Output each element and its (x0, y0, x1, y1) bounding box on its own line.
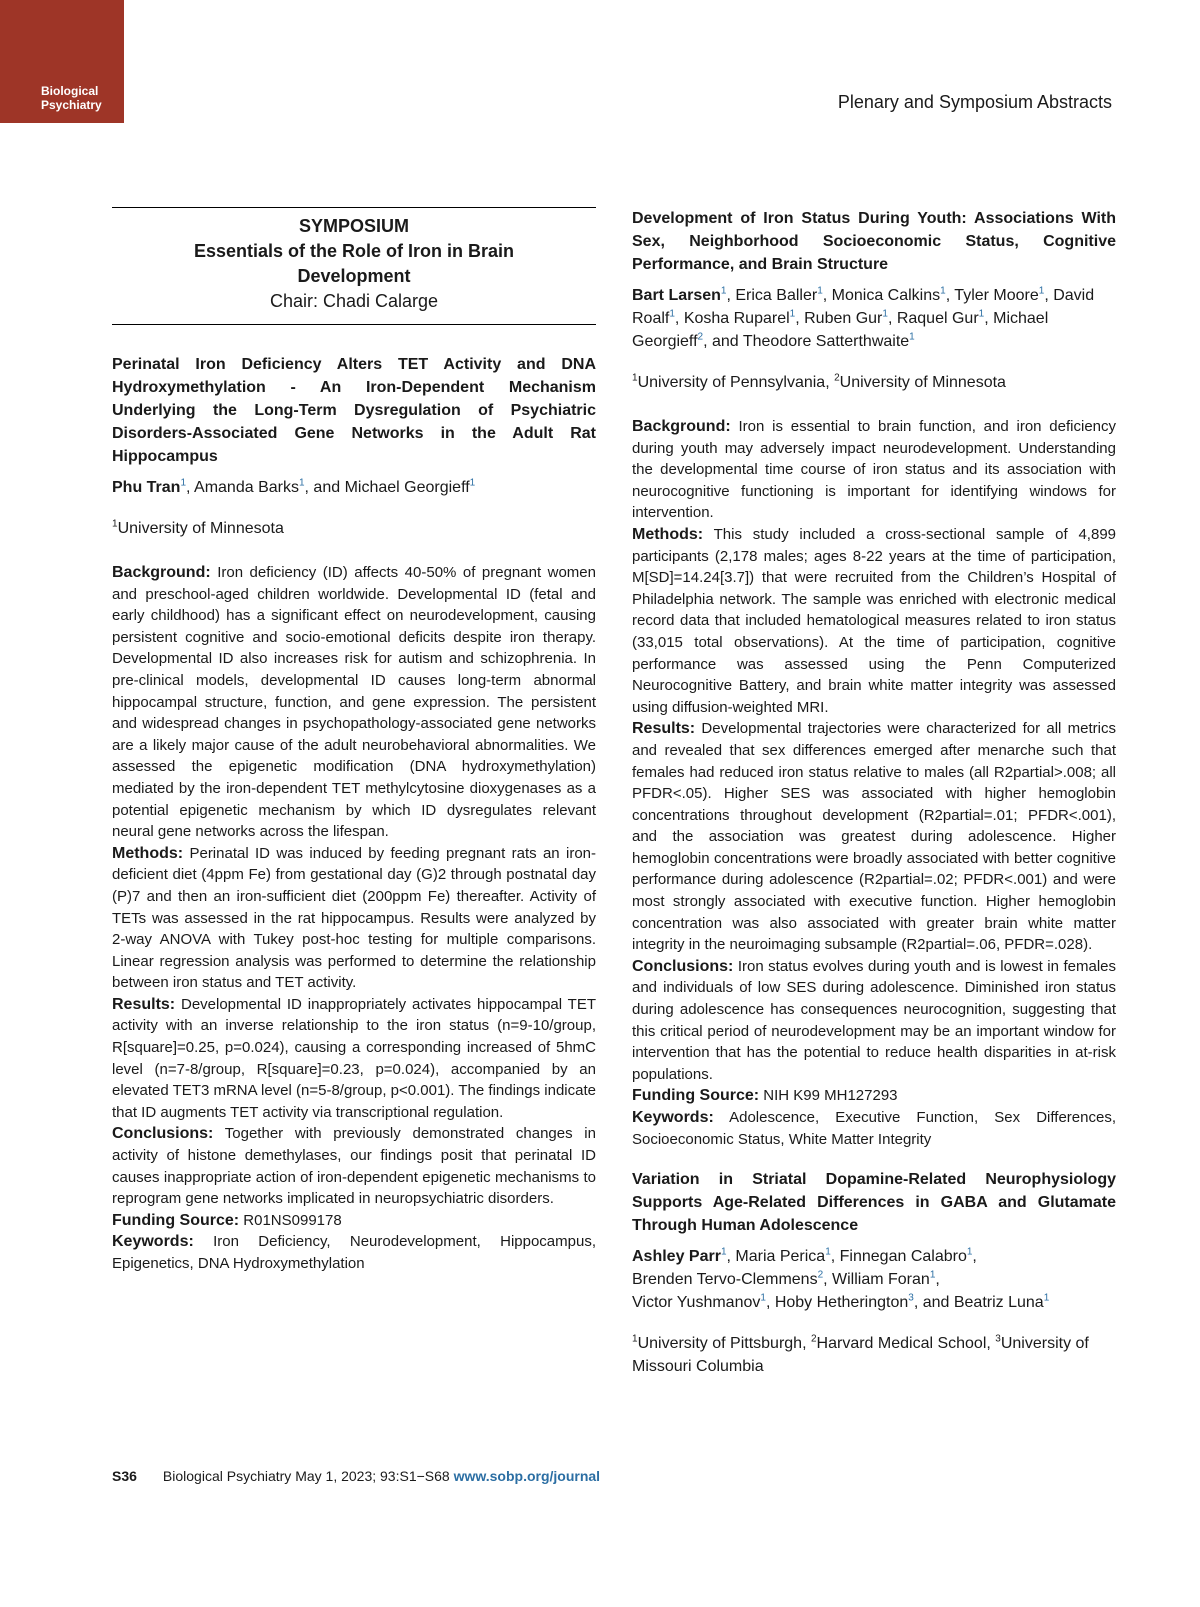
author-sep: , (726, 1248, 736, 1266)
author-name: Bart Larsen (632, 287, 721, 304)
abstract3-authors (632, 1245, 1116, 1314)
author-name: William Foran (832, 1271, 930, 1289)
author-sup[interactable]: 1 (720, 1246, 727, 1258)
abstract1-background (112, 562, 596, 843)
affil-text: University of Pennsylvania, (637, 374, 835, 391)
conclusions-heading: Conclusions: (112, 1125, 214, 1143)
author-sup[interactable]: 1 (760, 1292, 766, 1304)
results-heading: Results: (112, 995, 176, 1013)
funding-heading: Funding Source: (112, 1211, 240, 1229)
page-number: S36 (112, 1468, 137, 1484)
author-sep: , and (304, 479, 345, 496)
author-sup[interactable]: 1 (469, 477, 476, 489)
symposium-header (112, 207, 596, 325)
abstract1-funding (112, 1210, 596, 1232)
author-sep: , (822, 287, 832, 304)
author-sup[interactable]: 1 (720, 285, 727, 297)
background-text: Iron deficiency (ID) affects 40-50% of pregnant women and preschool-aged children worldwide. Developmental ID (fetal and early childhood) has a significant effect on neurodevelopment, causing persistent cognitive and socio-emotional deficits despite iron therapy. Developmental ID also increases risk for autism and schizophrenia. In pre-clinical models, developmental ID causes long-term abnormal hippocampal structure, function, and gene expression. The persistent and widespread changes in psychopathology-associated gene networks are a likely major cause of the adult neurobehavioral abnormalities. We assessed the epigenetic modification (DNA hydroxymethylation) mediated by the iron-dependent TET methylcytosine dioxygenases as a potential epigenetic mechanism by which ID dysregulates relevant neural gene networks across the lifespan. (112, 564, 596, 841)
funding-heading: Funding Source: (632, 1087, 760, 1105)
author-sep: , (972, 1248, 977, 1266)
author-sup[interactable]: 1 (1043, 1292, 1050, 1304)
author-sep: , (945, 287, 955, 304)
affil-sup: 2 (834, 372, 840, 384)
author-sup[interactable]: 1 (929, 1269, 936, 1281)
author-sep: , (830, 1248, 840, 1266)
author-sep: , (887, 310, 897, 327)
funding-text: R01NS099178 (243, 1211, 342, 1229)
abstract2-affiliation (632, 371, 1116, 394)
author-sep: , and (913, 1294, 954, 1312)
journal-logo-line1: Biological (41, 84, 99, 98)
abstract2-results (632, 718, 1116, 956)
symposium-chair: Chair: Chadi Calarge (269, 291, 439, 311)
author-sup[interactable]: 1 (825, 1246, 831, 1258)
abstract2-conclusions (632, 956, 1116, 1086)
abstract2-funding (632, 1085, 1116, 1107)
affil-text: Harvard Medical School, (816, 1335, 996, 1353)
author-name: David Roalf (632, 287, 1095, 327)
section-label: Plenary and Symposium Abstracts (837, 92, 1112, 112)
abstract2-methods (632, 524, 1116, 718)
abstract1-authors (112, 476, 596, 499)
author-name: Kosha Ruparel (683, 310, 790, 327)
author-sep: , and (703, 333, 743, 350)
conclusions-text: Iron status evolves during youth and is lowest in females and individuals of low SES during adolescence. Diminished iron status during adolescence has consequences neurocognition, suggesting that this critical period of neurodevelopment may be an important window for intervention that has the potential to reduce health disparities in at-risk populations. (632, 957, 1116, 1083)
author-name: Maria Perica (735, 1248, 826, 1266)
keywords-text: Adolescence, Executive Function, Sex Differences, Socioeconomic Status, White Matter Integrity (632, 1109, 1116, 1148)
symposium-title-line2: Development (297, 266, 411, 286)
conclusions-text: Together with previously demonstrated changes in activity of histone demethylases, our findings posit that perinatal ID causes inappropriate action of iron-dependent epigenetic mechanisms to reprogram gene networks implicated in neuropsychiatric disorders. (112, 1125, 596, 1208)
author-name: Hoby Hetherington (774, 1294, 909, 1312)
affil-sup: 1 (632, 1333, 638, 1345)
abstract2-title: Development of Iron Status During Youth: Associations With Sex, Neighborhood Socioeconomic Status, Cognitive Performance, and Brain Structure (632, 210, 1116, 273)
author-sep: , (186, 479, 195, 496)
journal-logo-line2: Psychiatry (41, 98, 102, 112)
background-text: Iron is essential to brain function, and iron deficiency during youth may adversely impact neurodevelopment. Understanding the developmental time course of iron status and its association with neurocognitive functioning is important for identifying windows for intervention. (632, 418, 1116, 522)
author-sep: , (726, 287, 736, 304)
author-name: Michael Georgieff (344, 479, 470, 496)
affil-sup: 1 (112, 518, 118, 530)
keywords-heading: Keywords: (112, 1233, 194, 1251)
abstract3-title: Variation in Striatal Dopamine-Related Neurophysiology Supports Age-Related Differences in GABA and Glutamate Through Human Adolescence (632, 1171, 1116, 1235)
abstract1-affiliation (112, 517, 596, 540)
author-name: Raquel Gur (896, 310, 979, 327)
citation: Biological Psychiatry May 1, 2023; 93:S1−S68 (162, 1468, 454, 1484)
methods-heading: Methods: (112, 844, 184, 862)
author-sup[interactable]: 1 (817, 285, 823, 297)
author-name: Michael Georgieff (632, 310, 1049, 350)
left-column (112, 207, 596, 1275)
author-name: Brenden Tervo-Clemmens (632, 1271, 818, 1289)
abstract2-authors (632, 284, 1116, 353)
methods-text: Perinatal ID was induced by feeding pregnant rats an iron-deficient diet (4ppm Fe) from gestational day (G)2 through postnatal day (P)7 and then an iron-sufficient diet (200ppm Fe) thereafter. Activity of TETs was assessed in the rat hippocampus. Results were analyzed by 2-way ANOVA with Tukey post-hoc testing for multiple comparisons. Linear regression analysis was performed to determine the relationship between iron status and TET activity. (112, 844, 596, 992)
author-name: Beatriz Luna (953, 1294, 1044, 1312)
author-name: Tyler Moore (954, 287, 1039, 304)
keywords-heading: Keywords: (632, 1109, 714, 1126)
affil-sup: 2 (810, 1333, 817, 1345)
affil-sup: 1 (632, 372, 638, 384)
results-text: Developmental trajectories were characterized for all metrics and revealed that sex differences emerged after menarche such that females had reduced iron status relative to males (all R2partial>.008; all PFDR<.05). Higher SES was associated with higher hemoglobin concentrations throughout development (R2partial=.01; PFDR<.001), and the association was greatest during adolescence. Higher hemoglobin concentrations were broadly associated with better cognitive performance during adolescence (R2partial=.02; PFDR<.001) and were most strongly associated with executive function. Higher hemoglobin concentration was also associated with greater brain white matter integrity in the neuroimaging subsample (R2partial=.06, PFDR=.028). (632, 720, 1116, 954)
author-sup[interactable]: 1 (669, 308, 675, 320)
author-name: Phu Tran (112, 479, 181, 496)
author-sup[interactable]: 2 (817, 1269, 824, 1281)
author-sup[interactable]: 2 (697, 331, 704, 343)
funding-text: NIH K99 MH127293 (763, 1087, 898, 1105)
abstract3-affiliation (632, 1332, 1116, 1378)
affil-text: University of Missouri Columbia (632, 1335, 1089, 1376)
author-sup[interactable]: 1 (298, 477, 305, 489)
author-sep: , (823, 1271, 833, 1289)
author-name: Victor Yushmanov (632, 1294, 761, 1312)
symposium-title-line1: Essentials of the Role of Iron in Brain (193, 241, 515, 261)
journal-url-link[interactable]: www.sobp.org/journal (453, 1468, 601, 1484)
author-name: Ashley Parr (632, 1248, 721, 1266)
abstract1-keywords (112, 1231, 596, 1274)
author-name: Amanda Barks (194, 479, 299, 496)
background-heading: Background: (632, 418, 731, 435)
author-sup[interactable]: 1 (180, 477, 187, 489)
methods-heading: Methods: (632, 525, 704, 543)
author-sep: , (765, 1294, 775, 1312)
author-sup[interactable]: 1 (940, 285, 946, 297)
results-heading: Results: (632, 720, 696, 738)
page-footer (112, 1468, 600, 1484)
keywords-text: Iron Deficiency, Neurodevelopment, Hippocampus, Epigenetics, DNA Hydroxymethylation (112, 1233, 596, 1272)
author-sup[interactable]: 3 (908, 1292, 914, 1304)
author-sup[interactable]: 1 (789, 308, 796, 320)
author-sep: , (674, 310, 684, 327)
abstract1-conclusions (112, 1123, 596, 1209)
affil-text: University of Pittsburgh, (637, 1335, 811, 1353)
author-sep: , (795, 310, 805, 327)
author-name: Erica Baller (735, 287, 818, 304)
author-name: Theodore Satterthwaite (742, 333, 910, 350)
author-sep: , (1044, 287, 1054, 304)
conclusions-heading: Conclusions: (632, 957, 734, 975)
right-column (632, 207, 1116, 1378)
results-text: Developmental ID inappropriately activates hippocampal TET activity with an inverse relationship to the iron status (n=9-10/group, R[square]=0.25, p=0.024), causing a corresponding increased of 5hmC level (n=7-8/group, R[square]=0.23, p=0.024), accompanied by an elevated TET3 mRNA level (n=5-8/group, p<0.001). The findings indicate that ID augments TET activity via transcriptional regulation. (112, 995, 596, 1121)
background-heading: Background: (112, 564, 211, 581)
author-name: Ruben Gur (804, 310, 883, 327)
author-sup[interactable]: 1 (882, 308, 888, 320)
author-sep: , (984, 310, 994, 327)
author-sep: , (935, 1271, 940, 1289)
affil-text: University of Minnesota (839, 374, 1006, 391)
abstract1-title: Perinatal Iron Deficiency Alters TET Activity and DNA Hydroxymethylation - An Iron-Dependent Mechanism Underlying the Long-Term Dysregulation of Psychiatric Disorders-Associated Gene Networks in the Adult Rat Hippocampus (112, 356, 596, 465)
author-sup[interactable]: 1 (909, 331, 915, 343)
abstract1-methods (112, 843, 596, 994)
abstract1-results (112, 994, 596, 1124)
symposium-label: SYMPOSIUM (298, 216, 409, 236)
affil-text: University of Minnesota (117, 520, 284, 537)
affil-sup: 3 (995, 1333, 1001, 1345)
author-name: Finnegan Calabro (839, 1248, 967, 1266)
methods-text: This study included a cross-sectional sample of 4,899 participants (2,178 males; ages 8-22 years at the time of participation, M[SD]=14.24[3.7]) that were recruited from the Children’s Hospital of Philadelphia network. The sample was enriched with electronic medical record data that included hematological measures related to iron status (33,015 total observations). At the time of participation, cognitive performance was assessed using the Penn Computerized Neurocognitive Battery, and brain white matter integrity was assessed using diffusion-weighted MRI. (632, 525, 1117, 716)
author-sup[interactable]: 1 (978, 308, 985, 320)
journal-logo (0, 0, 124, 123)
author-sup[interactable]: 1 (966, 1246, 973, 1258)
abstract2-background (632, 416, 1116, 524)
abstract2-keywords (632, 1107, 1116, 1150)
author-name: Monica Calkins (831, 287, 941, 304)
author-sup[interactable]: 1 (1038, 285, 1045, 297)
